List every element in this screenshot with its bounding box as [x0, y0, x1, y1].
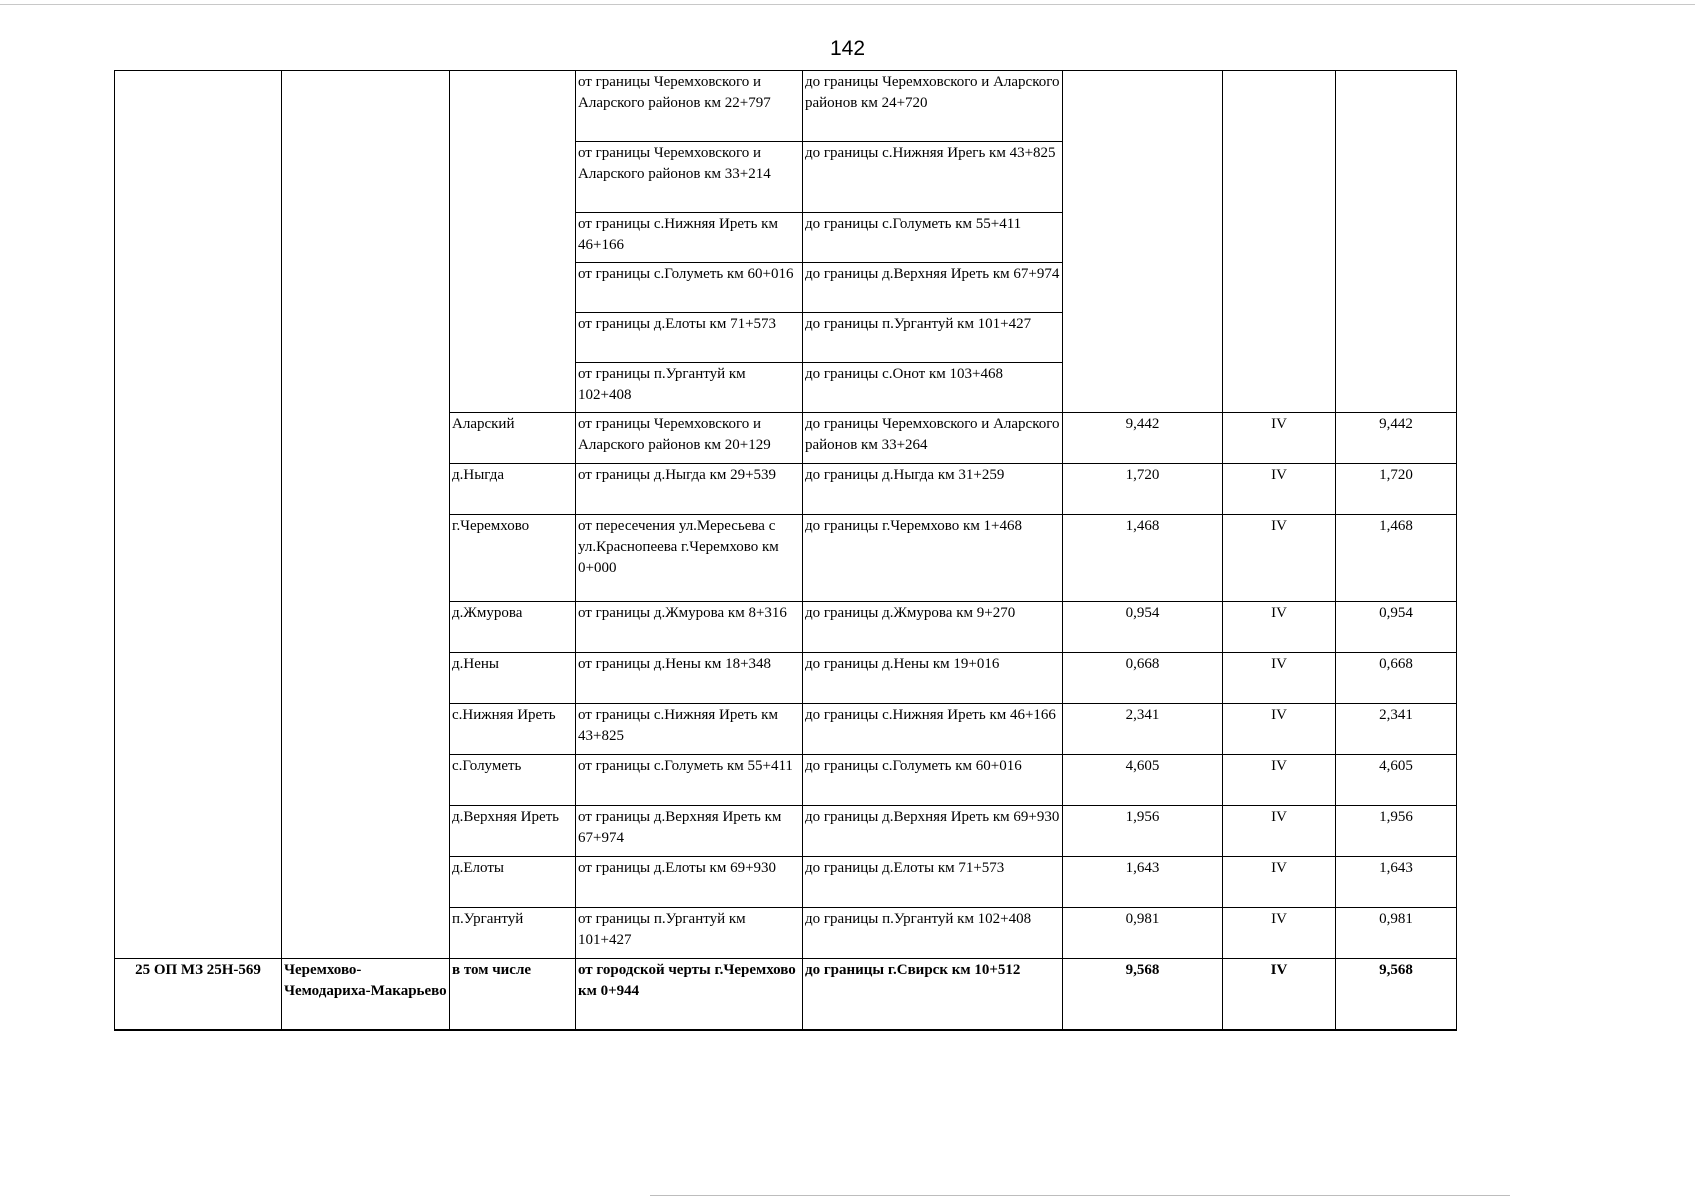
total-km: 9,442 — [1336, 413, 1457, 464]
segment-from: от границы д.Верхняя Иреть км 67+974 — [576, 806, 803, 857]
total-km: 1,956 — [1336, 806, 1457, 857]
total-km: 4,605 — [1336, 755, 1457, 806]
length-km: 4,605 — [1063, 755, 1223, 806]
total-km: 0,668 — [1336, 653, 1457, 704]
segment-to: до границы с.Голуметь км 55+411 — [803, 213, 1063, 263]
length-km: 0,954 — [1063, 602, 1223, 653]
total-cell-blank — [1336, 71, 1457, 413]
settlement-name: в том числе — [450, 959, 576, 1030]
scan-bottom-edge — [650, 1195, 1510, 1196]
length-km: 9,568 — [1063, 959, 1223, 1030]
segment-from: от границы д.Елоты км 69+930 — [576, 857, 803, 908]
segment-to: до границы Черемховского и Аларского районов км 24+720 — [803, 71, 1063, 142]
length-km: 0,668 — [1063, 653, 1223, 704]
total-km: 1,468 — [1336, 515, 1457, 602]
settlement-name: д.Ныгда — [450, 464, 576, 515]
segment-to: до границы с.Нижняя Ирегь км 43+825 — [803, 142, 1063, 213]
category-cell-blank — [1223, 71, 1336, 413]
table-row-road-header — [115, 959, 1457, 1030]
road-category: IV — [1223, 464, 1336, 515]
roads-table-body — [115, 71, 1457, 1030]
road-category: IV — [1223, 959, 1336, 1030]
segment-to: до границы г.Свирск км 10+512 — [803, 959, 1063, 1030]
segment-from: от границы с.Голуметь км 60+016 — [576, 263, 803, 313]
settlement-cell-blank — [450, 71, 576, 413]
total-km: 9,568 — [1336, 959, 1457, 1030]
length-cell-blank — [1063, 71, 1223, 413]
segment-from: от границы с.Нижняя Иреть км 43+825 — [576, 704, 803, 755]
segment-to: до границы д.Верхняя Иреть км 69+930 — [803, 806, 1063, 857]
segment-from: от пересечения ул.Мересьева с ул.Краснопеева г.Черемхово км 0+000 — [576, 515, 803, 602]
segment-to: до границы с.Онот км 103+468 — [803, 363, 1063, 413]
segment-to: до границы д.Елоты км 71+573 — [803, 857, 1063, 908]
road-category: IV — [1223, 602, 1336, 653]
segment-from: от границы д.Жмурова км 8+316 — [576, 602, 803, 653]
segment-from: от границы д.Ныгда км 29+539 — [576, 464, 803, 515]
roads-table — [114, 70, 1457, 1031]
segment-from: от границы Черемховского и Аларского районов км 33+214 — [576, 142, 803, 213]
road-category: IV — [1223, 908, 1336, 959]
segment-to: до границы п.Ургантуй км 102+408 — [803, 908, 1063, 959]
length-km: 9,442 — [1063, 413, 1223, 464]
segment-to: до границы Черемховского и Аларского районов км 33+264 — [803, 413, 1063, 464]
table-row — [115, 71, 1457, 142]
settlement-name: д.Нены — [450, 653, 576, 704]
length-km: 2,341 — [1063, 704, 1223, 755]
road-name: Черемхово-Чемодариха-Макарьево — [282, 959, 450, 1030]
road-category: IV — [1223, 704, 1336, 755]
road-category: IV — [1223, 413, 1336, 464]
settlement-name: д.Жмурова — [450, 602, 576, 653]
road-category: IV — [1223, 653, 1336, 704]
segment-from: от границы д.Елоты км 71+573 — [576, 313, 803, 363]
road-category: IV — [1223, 857, 1336, 908]
total-km: 0,981 — [1336, 908, 1457, 959]
segment-from: от границы д.Нены км 18+348 — [576, 653, 803, 704]
road-category: IV — [1223, 515, 1336, 602]
page-number: 142 — [829, 37, 866, 60]
settlement-name: д.Елоты — [450, 857, 576, 908]
length-km: 1,468 — [1063, 515, 1223, 602]
scan-top-edge — [0, 4, 1695, 5]
length-km: 0,981 — [1063, 908, 1223, 959]
settlement-name: д.Верхняя Иреть — [450, 806, 576, 857]
road-id: 25 ОП МЗ 25Н-569 — [115, 959, 282, 1030]
road-id-cell-blank — [115, 71, 282, 959]
length-km: 1,720 — [1063, 464, 1223, 515]
total-km: 1,643 — [1336, 857, 1457, 908]
total-km: 1,720 — [1336, 464, 1457, 515]
road-name-cell-blank — [282, 71, 450, 959]
total-km: 2,341 — [1336, 704, 1457, 755]
settlement-name: п.Ургантуй — [450, 908, 576, 959]
segment-to: до границы д.Нены км 19+016 — [803, 653, 1063, 704]
settlement-name: с.Нижняя Иреть — [450, 704, 576, 755]
segment-from: от границы п.Ургантуй км 101+427 — [576, 908, 803, 959]
segment-from: от городской черты г.Черемхово км 0+944 — [576, 959, 803, 1030]
segment-to: до границы с.Голуметь км 60+016 — [803, 755, 1063, 806]
segment-to: до границы д.Ныгда км 31+259 — [803, 464, 1063, 515]
road-category: IV — [1223, 755, 1336, 806]
settlement-name: Аларский — [450, 413, 576, 464]
total-km: 0,954 — [1336, 602, 1457, 653]
segment-to: до границы п.Ургантуй км 101+427 — [803, 313, 1063, 363]
segment-to: до границы д.Верхняя Иреть км 67+974 — [803, 263, 1063, 313]
segment-from: от границы Черемховского и Аларского районов км 20+129 — [576, 413, 803, 464]
segment-to: до границы г.Черемхово км 1+468 — [803, 515, 1063, 602]
settlement-name: г.Черемхово — [450, 515, 576, 602]
segment-from: от границы с.Голуметь км 55+411 — [576, 755, 803, 806]
segment-from: от границы Черемховского и Аларского районов км 22+797 — [576, 71, 803, 142]
length-km: 1,956 — [1063, 806, 1223, 857]
length-km: 1,643 — [1063, 857, 1223, 908]
segment-from: от границы с.Нижняя Иреть км 46+166 — [576, 213, 803, 263]
segment-from: от границы п.Ургантуй км 102+408 — [576, 363, 803, 413]
segment-to: до границы с.Нижняя Иреть км 46+166 — [803, 704, 1063, 755]
road-category: IV — [1223, 806, 1336, 857]
settlement-name: с.Голуметь — [450, 755, 576, 806]
segment-to: до границы д.Жмурова км 9+270 — [803, 602, 1063, 653]
